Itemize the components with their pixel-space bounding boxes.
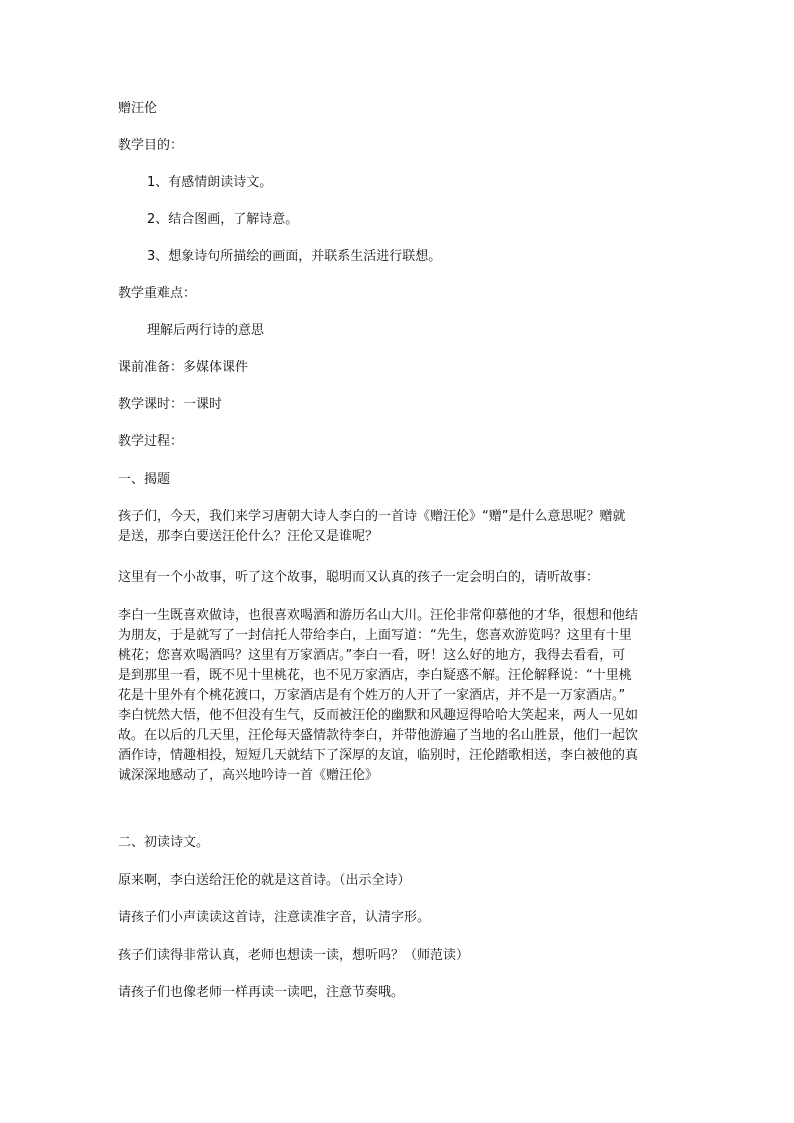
section1-heading: 一、揭题: [118, 472, 171, 487]
story-line: 诚深深地感动了，高兴地吟诗一首《赠汪伦》: [118, 768, 379, 783]
story-line: 酒作诗，情趣相投，短短几天就结下了深厚的友谊，临别时，汪伦踏歌相送，李白被他的真: [118, 748, 639, 763]
section1-paragraph-2: 这里有一个小故事，听了这个故事，聪明而又认真的孩子一定会明白的，请听故事：: [118, 570, 600, 585]
section2-line-3: 孩子们读得非常认真，老师也想读一读，想听吗？（师范读）: [118, 948, 470, 963]
section1-paragraph-1-line: 孩子们，今天，我们来学习唐朝大诗人李白的一首诗《赠汪伦》“赠”是什么意思呢？赠就: [118, 509, 626, 524]
story-line: 花是十里外有个桃花渡口，万家酒店是有个姓万的人开了一家酒店，并不是一万家酒店。”: [118, 688, 626, 703]
goal-item-2: 2、结合图画，了解诗意。: [147, 212, 299, 227]
section2-line-4: 请孩子们也像老师一样再读一读吧，注意节奏哦。: [118, 985, 405, 1000]
story-line: 为朋友，于是就写了一封信托人带给李白，上面写道：“先生，您喜欢游览吗？这里有十里: [118, 628, 632, 643]
goal-item-1: 1、有感情朗读诗文。: [147, 175, 273, 190]
prep-line: 课前准备：多媒体课件: [118, 360, 249, 375]
story-line: 李白恍然大悟，他不但没有生气，反而被汪伦的幽默和风趣逗得哈哈大笑起来，两人一见如: [118, 708, 639, 723]
difficulty-heading: 教学重难点：: [118, 286, 197, 301]
hours-line: 教学课时：一课时: [118, 397, 223, 412]
story-paragraph: [118, 606, 680, 786]
story-line: 是到那里一看，既不见十里桃花，也不见万家酒店，李白疑惑不解。汪伦解释说：“十里桃: [118, 668, 632, 683]
section2-line-1: 原来啊，李白送给汪伦的就是这首诗。（出示全诗）: [118, 873, 411, 888]
story-line: 桃花；您喜欢喝酒吗？这里有万家酒店。”李白一看，呀！这么好的地方，我得去看看，可: [118, 648, 626, 663]
section1-paragraph-1-line: 是送，那李白要送汪伦什么？汪伦又是谁呢？: [118, 529, 379, 544]
document-title: 赠汪伦: [118, 101, 158, 116]
section1-paragraph-1: [118, 507, 680, 547]
story-line: 李白一生既喜欢做诗，也很喜欢喝酒和游历名山大川。汪伦非常仰慕他的才华，很想和他结: [118, 608, 639, 623]
goals-heading: 教学目的：: [118, 138, 184, 153]
story-line: 故。在以后的几天里，汪伦每天盛情款待李白，并带他游遍了当地的名山胜景，他们一起饮: [118, 728, 639, 743]
goal-item-3: 3、想象诗句所描绘的画面，并联系生活进行联想。: [147, 249, 442, 264]
section2-heading: 二、初读诗文。: [118, 835, 210, 850]
section2-line-2: 请孩子们小声读读这首诗，注意读准字音，认清字形。: [118, 910, 431, 925]
difficulty-text: 理解后两行诗的意思: [147, 323, 265, 338]
process-heading: 教学过程：: [118, 434, 184, 449]
